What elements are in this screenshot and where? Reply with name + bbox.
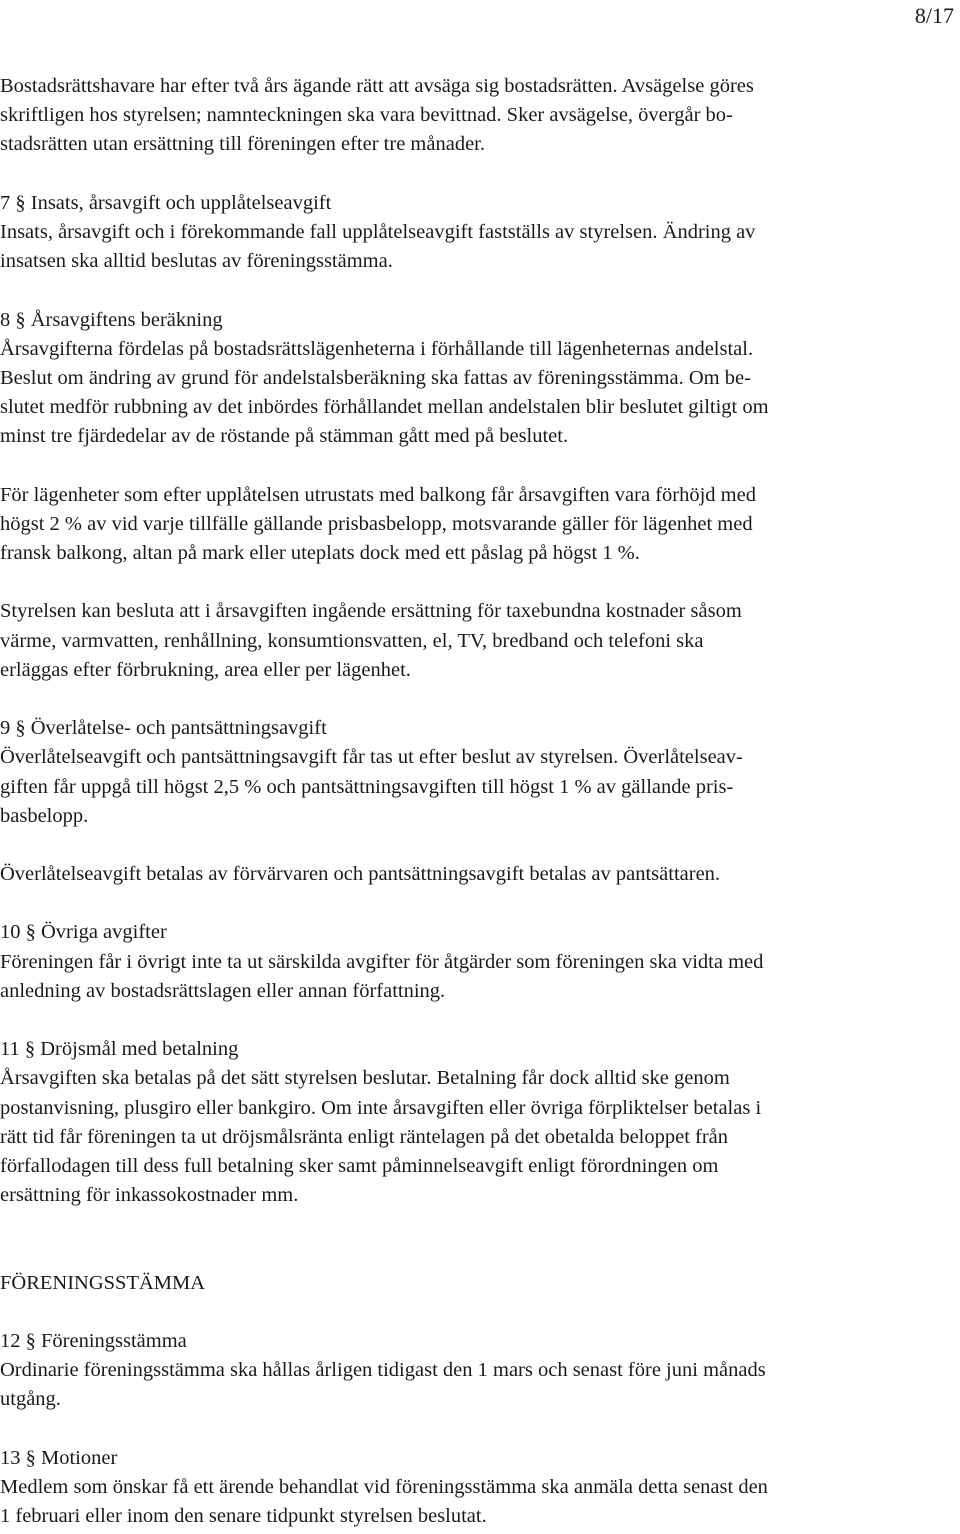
text-line: postanvisning, plusgiro eller bankgiro. Om inte årsavgiften eller övriga förpliktelser betalas i xyxy=(0,1096,762,1119)
text-line: utgång. xyxy=(0,1388,61,1411)
text-line: anledning av bostadsrättslagen eller annan författning. xyxy=(0,979,446,1002)
text-line: rätt tid får föreningen ta ut dröjsmålsränta enligt räntelagen på det obetalda beloppet från xyxy=(0,1125,729,1148)
section-13 xyxy=(0,1444,960,1532)
section-12 xyxy=(0,1327,960,1415)
paragraph-overlatelse xyxy=(0,860,960,889)
paragraph-balkong xyxy=(0,481,960,569)
text-line: basbelopp. xyxy=(0,804,89,827)
text-line: förfallodagen till dess full betalning sker samt påminnelseavgift enligt förordningen om xyxy=(0,1154,719,1177)
page-number: 8/17 xyxy=(914,3,954,28)
text-line: Årsavgifterna fördelas på bostadsrättslägenheterna i förhållande till lägenheternas andelstal. xyxy=(0,337,754,360)
text-line: Årsavgiften ska betalas på det sätt styrelsen beslutar. Betalning får dock alltid ske genom xyxy=(0,1067,730,1090)
chapter-title: FÖRENINGSSTÄMMA xyxy=(0,1271,206,1294)
section-9 xyxy=(0,714,960,831)
text-line: värme, varmvatten, renhållning, konsumtionsvatten, el, TV, bredband och telefoni ska xyxy=(0,629,704,652)
text-line: giften får uppgå till högst 2,5 % och pantsättningsavgiften till högst 1 % av gällande pris- xyxy=(0,775,734,798)
text-line: Överlåtelseavgift och pantsättningsavgift får tas ut efter beslut av styrelsen. Överlåtelseav- xyxy=(0,746,743,769)
text-line: skriftligen hos styrelsen; namnteckningen ska vara bevittnad. Sker avsägelse, övergår bo- xyxy=(0,104,733,127)
section-heading: 11 § Dröjsmål med betalning xyxy=(0,1038,239,1061)
text-line: fransk balkong, altan på mark eller uteplats dock med ett påslag på högst 1 %. xyxy=(0,542,640,564)
section-10 xyxy=(0,918,960,1006)
section-heading: 13 § Motioner xyxy=(0,1446,118,1469)
text-line: högst 2 % av vid varje tillfälle gällande prisbasbelopp, motsvarande gäller för lägenhet med xyxy=(0,512,753,535)
text-line: slutet medför rubbning av det inbördes förhållandet mellan andelstalen blir beslutet giltigt om xyxy=(0,396,769,419)
text-line: 1 februari eller inom den senare tidpunkt styrelsen beslutat. xyxy=(0,1505,487,1528)
text-line: Överlåtelseavgift betalas av förvärvaren och pantsättningsavgift betalas av pantsättaren. xyxy=(0,863,721,886)
section-heading: 9 § Överlåtelse- och pantsättningsavgift xyxy=(0,717,327,740)
text-line: minst tre fjärdedelar av de röstande på stämman gått med på beslutet. xyxy=(0,425,569,448)
text-line: För lägenheter som efter upplåtelsen utrustats med balkong får årsavgiften vara förhöjd med xyxy=(0,483,756,506)
section-heading: 10 § Övriga avgifter xyxy=(0,921,167,944)
section-heading: 7 § Insats, årsavgift och upplåtelseavgift xyxy=(0,191,332,214)
section-heading: 12 § Föreningsstämma xyxy=(0,1330,187,1353)
section-11 xyxy=(0,1035,960,1210)
text-line: Medlem som önskar få ett ärende behandlat vid föreningsstämma ska anmäla detta senast den xyxy=(0,1476,768,1499)
text-line: Styrelsen kan besluta att i årsavgiften ingående ersättning för taxebundna kostnader såsom xyxy=(0,600,742,623)
text-line: stadsrätten utan ersättning till föreningen efter tre månader. xyxy=(0,133,485,156)
text-line: erläggas efter förbrukning, area eller per lägenhet. xyxy=(0,658,411,681)
section-7 xyxy=(0,189,960,277)
section-8 xyxy=(0,306,960,452)
text-line: Föreningen får i övrigt inte ta ut särskilda avgifter för åtgärder som föreningen ska vidta med xyxy=(0,950,764,973)
text-line: Insats, årsavgift och i förekommande fall upplåtelseavgift fastställs av styrelsen. Ändring av xyxy=(0,220,756,243)
text-line: insatsen ska alltid beslutas av föreningsstämma. xyxy=(0,250,393,273)
document-body xyxy=(0,72,960,1531)
text-line: Ordinarie föreningsstämma ska hållas årligen tidigast den 1 mars och senast före juni månads xyxy=(0,1359,766,1382)
paragraph-taxebundna xyxy=(0,597,960,685)
text-line: Bostadsrättshavare har efter två års ägande rätt att avsäga sig bostadsrätten. Avsägelse göres xyxy=(0,75,754,97)
text-line: Beslut om ändring av grund för andelstalsberäkning ska fattas av föreningsstämma. Om be- xyxy=(0,366,751,389)
paragraph-avsagelse xyxy=(0,72,960,160)
text-line: ersättning för inkassokostnader mm. xyxy=(0,1184,299,1207)
section-heading: 8 § Årsavgiftens beräkning xyxy=(0,308,223,331)
